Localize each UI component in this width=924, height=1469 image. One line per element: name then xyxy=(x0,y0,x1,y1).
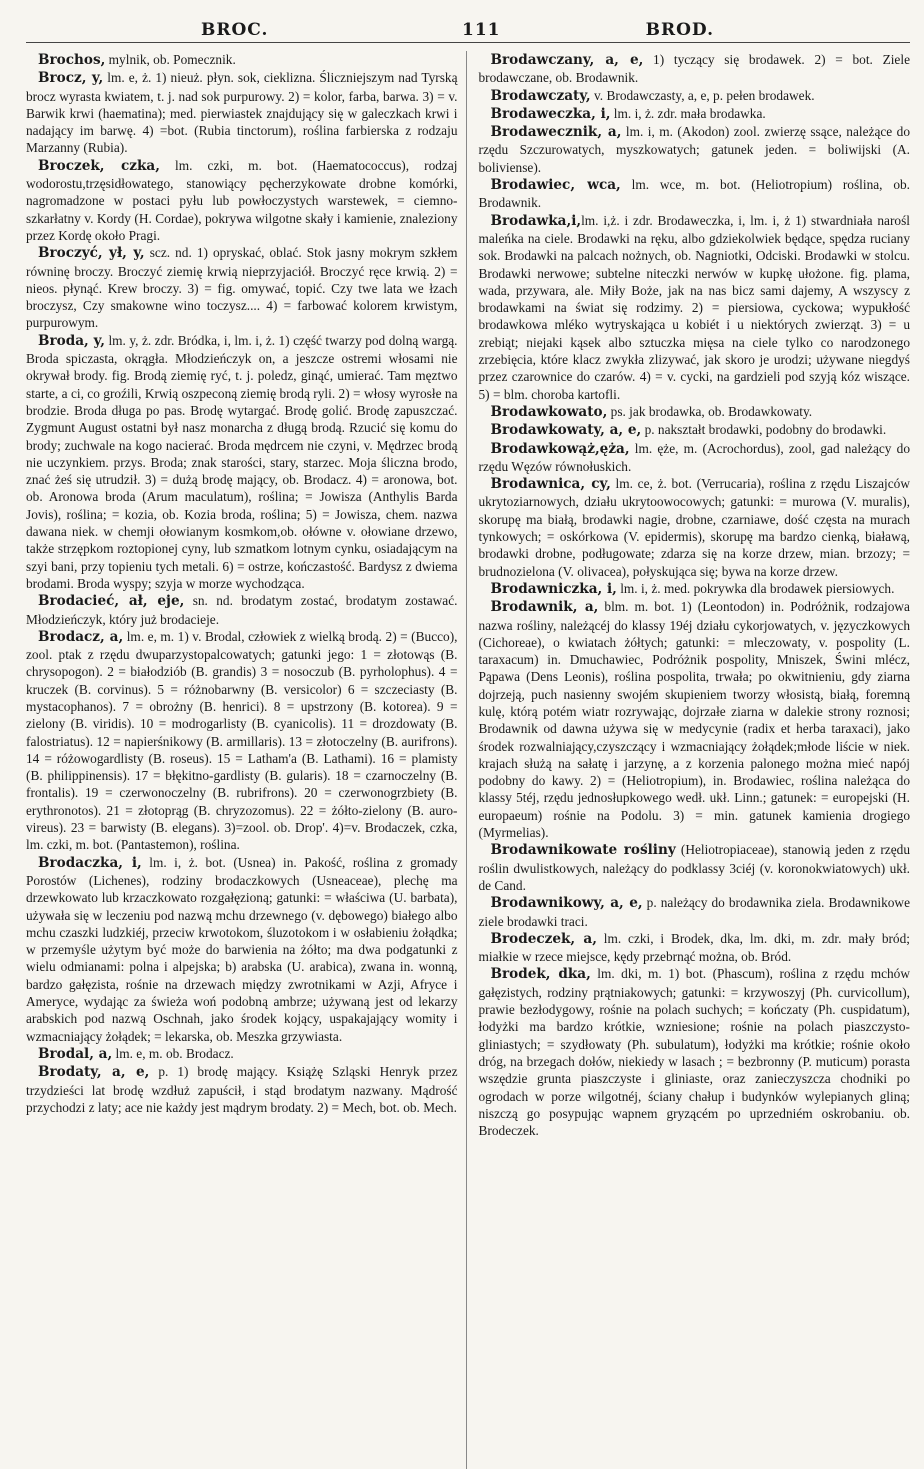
dictionary-entry xyxy=(479,123,911,176)
entry-headword: Brodawnica, cy, xyxy=(490,476,611,493)
entry-headword: Brodawnik, a, xyxy=(490,599,599,616)
dictionary-entry xyxy=(479,176,911,212)
entry-definition: lm. y, ż. zdr. Bródka, i, lm. i, ż. 1) część twarzy pod dolną wargą. Broda spiczasta, okrągła. Młodzieńczyk on, a jeszcze ostremi włosami nie okrywał brody. fig. Brodą ziemię ryć, t. j. poledz, ginąć, umierać. Tam męztwo starte, a ci, co groźili, Krwią oszpeconą ziemię brodą ryli. 2) = włosy wyrosłe na brodzie. Broda długa po pas. Brodę wytargać. Brodę golić. Brodę zapuszczać. Zygmunt August ostatni był nasz monarcha z długą brodą. Rzucić się komu do brody; zuchwale na kogo nacierać. Broda mędrcem nie czyni, v. Mędrzec brodą nie uczynkiem. przys. Broda; znak starości, stary, starzec. Moja śliczna brodo, znać żeś się utrudził. 3) = dużą brodę mający, ob. Brodacz. 4) = aronowa, bot. ob. Aronowa broda (Arum maculatum), roślina; = Jowisza (Anthylis Barda Jovis), roślina; = kozia, ob. Kozia broda, roślina; 5) = Jowisza, chem. nazwa dawana niek. w chemji ołowianym kosmkom,ob. ołówne v. ołowiane drzewo, także strzępkom roztopionej cyny, lub szmatkom lotnym cynku, osiadającym na szyi bani, przy topieniu tych metali. 6) = ostrze, kończastość. Bardysz z dwiema brodami. Broda wyspy; szyja w morze wychodząca. xyxy=(26,332,458,591)
dictionary-entry xyxy=(479,51,911,87)
dictionary-entry xyxy=(479,475,911,580)
entry-headword: Broczyć, ył, y, xyxy=(38,245,145,262)
entry-headword: Brodacieć, ał, eje, xyxy=(38,593,185,610)
dictionary-entry xyxy=(479,212,911,403)
entry-definition: lm. i, ż. bot. (Usnea) in. Pakość, roślina z gromady Porostów (Lichenes), rodziny brodaczkowych (Usneaceae), plechę ma drzewkowato lub krzaczkowato rozgałęzioną; gatunki: = właściwa (U. barbata), używała się w leczeniu pod nazwą mchu drzewnego (v. dębowego) białego albo mchu czaszki ludzkiéj, przeciw krwotokom, śluzotokom i w osłabieniu żołądka; w przemyśle użytym być może do barwienia na żółto; ma dwa podgatunki z wielu odmianami: polna i alpejska; b) arabska (U. arabica), zwana in. wonną, bardzo gałęzista, rośnie na drzewach między zwrotnikami w Azji, Afryce i Ameryce, wydając za świeża woń podobną ambrze; używaną jest od lekarzy arabskich pod nazwą Oschnah, jako środek kojący, uspakajający womity i wzmacniający żołądek; = lekarska, ob. Meszka grzywiasta. xyxy=(26,854,458,1044)
entry-headword: Brodaweczka, i, xyxy=(490,105,611,122)
entry-headword: Brodawnikowy, a, e, xyxy=(490,895,643,912)
entry-headword: Brocz, y, xyxy=(38,70,104,87)
header-right-guideword: BROD. xyxy=(645,20,714,40)
dictionary-entry xyxy=(26,51,458,69)
dictionary-entry xyxy=(479,403,911,421)
entry-definition: lm. i, ż. med. pokrywka dla brodawek piersiowych. xyxy=(616,580,895,596)
entry-headword: Brodawka,i, xyxy=(490,212,582,229)
entry-headword: Brodal, a, xyxy=(38,1045,113,1062)
page-number: 111 xyxy=(462,20,501,40)
entry-definition: lm. i,ż. i zdr. Brodaweczka, i, lm. i, ż 1) stwardniała narośl maleńka na ciele. Brodawki na ręku, albo gdziekolwiek będące, spędza ruciany sok. Brodawki na palcach nożnych, ob. Nagniotki, Odciski. Brodawki w stolcu. Brodawki nerwowe; subtelne niteczki nerwów w kupkę ułożone. fig. plama, wada, przywara, ale. Miły Boże, jak na nas bicz sami dajemy, A wszyscy z brodawkami na świat się rodzimy. 2) = piersiowa, cyckowa; wypukłość brodawkowa mléko wytryskająca u kobiét i u niektórych zwierząt. 3) = u zrebiąt; niejaki kąsek albo sztuczka mięsa na ciele tylko co narodzonego zrzebięcia, które klacz zwykła zlizywać, jak skoro je urodzi; używane niegdyś przez czarownice do czarów. 4) = v. cycki, na gardzieli pod szyją kóz wiszące. 5) = blm. choroba kartofli. xyxy=(478,212,910,402)
dictionary-entry xyxy=(26,628,458,854)
entry-definition: lm. e, m. ob. Brodacz. xyxy=(112,1045,234,1061)
entry-definition: lm. czki, m. bot. (Haematococcus), rodzaj wodorostu,trzęsidłowatego, stanowiący pęcherzykowate drobne komórki, nagromadzone w postaci pyłu lub powłoczystych warstewek, = ciemno-szkarłatny v. Kordy (H. Cordae), pokrywa wilgotne skały i kamienie, znaleziony przez Kordę około Pragi. xyxy=(26,157,458,243)
entry-definition: p. 1) brodę mający. Książę Szląski Henryk przez trzydzieści lat brodę wzdłuż zapuścił, i stąd brodatym nazwany. Mądrość przychodzi z laty; ace nie każdy jest mądrym brodaty. 2) = Mech, bot. ob. Mech. xyxy=(26,1064,458,1115)
entry-definition: p. należący do brodawnika ziela. Brodawnikowe ziele brodawki traci. xyxy=(478,895,910,929)
entry-headword: Brodaty, a, e, xyxy=(38,1064,150,1081)
entry-headword: Brodawczany, a, e, xyxy=(490,52,644,68)
entry-definition: lm. czki, i Brodek, dka, lm. dki, m. zdr. mały bród; miałkie w rzece miejsce, kędy przebrnąć można, ob. Bród. xyxy=(478,930,910,965)
dictionary-entry xyxy=(26,69,458,156)
page-header xyxy=(26,16,910,43)
entry-definition: sn. nd. brodatym zostać, brodatym zostawać. Młodzieńczyk, który już brodacieje. xyxy=(26,593,458,627)
entry-definition: p. nakształt brodawki, podobny do brodawki. xyxy=(641,422,887,438)
entry-headword: Brodeczek, a, xyxy=(490,930,597,947)
entry-definition: ps. jak brodawka, ob. Brodawkowaty. xyxy=(607,403,813,419)
entry-definition: lm. ce, ż. bot. (Verrucaria), roślina z rzędu Liszajców ukrytoziarnowych, działu ukrytoowocowych; gatunki: = murowa (V. muralis), skorupę ma białą, brodawki nagie, drobne, czarniawe, dość częsta na murach tynkowych; = oskórkowa (V. epidermis), skorupę ma bardzo cienką, białawą, brodawki drobne, podługowate; zdarza się na korze drzew, mian. brzozy; = brudnozielona (V. olivacea), połyskująca się; bywa na korze drzew. xyxy=(478,476,910,579)
right-column xyxy=(467,51,911,1469)
entry-headword: Broczek, czka, xyxy=(38,157,160,174)
entry-headword: Brodawecznik, a, xyxy=(490,124,622,141)
entry-definition: scz. nd. 1) opryskać, oblać. Stok jasny mokrym szkłem równinę broczy. Broczyć ziemię krwią nieprzyjaciół. Broczyć ręce krwią. 2) = nieos. płynąć. Krew broczy. 3) = fig. omywać, topić. Czy twe lata we łzach broczysz, Czy smakowne wino toczysz.... 4) = farbować kolorem krwistym, purpurowym. xyxy=(26,245,458,331)
columns xyxy=(26,51,910,1469)
entry-definition: lm. i, ż. zdr. mała brodawka. xyxy=(610,105,766,121)
dictionary-entry xyxy=(479,87,911,105)
entry-headword: Brodaczka, i, xyxy=(38,854,142,871)
entry-headword: Brodawiec, wca, xyxy=(490,177,621,194)
entry-definition: lm. e, m. 1) v. Brodal, człowiek z wielką brodą. 2) = (Bucco), zool. ptak z rzędu dwuparzystopalcowatych; gatunki jego: 1 = złotowąs (B. chrysopogon). 2 = białodziób (B. grandis) 3 = nosoczub (B. pyrholophus). 4 = kruczek (B. corvinus). 5 = różnobarwny (B. versicolor) 6 = szczeciasty (B. mystacophanos). 7 = obrożny (B. henrici). 8 = upstrzony (B. kotorea). 9 = zielony (B. viridis). 10 = modrogarlisty (B. cyanicolis). 11 = drozdowaty (B. falostriatus). 12 = napierśnikowy (B. armillaris). 13 = złotoczelny (B. aurifrons). 14 = różowogardlisty (B. roseus). 15 = Latham'a (B. Lathami). 16 = plamisty (B. philippinensis). 17 = błękitno-gardlisty (B. gularis). 18 = czarnoczelny (B. frontalis). 19 = czerwonoczelny (B. rubrifrons). 20 = czerwonogrzbiety (B. erythronotos). 21 = złotoprąg (B. chryzozomus). 22 = żółto-zielony (B. auro-vireus). 23 = barwisty (B. elegans). 3)=zool. ob. Drop'. 4)=v. Brodaczek, czka, lm. czki, m. bot. (Pantastemon), roślina. xyxy=(26,628,458,853)
entry-definition: 1) tyczący się brodawek. 2) = bot. Ziele brodawczane, ob. Brodawnik. xyxy=(478,52,910,86)
dictionary-entry xyxy=(479,841,911,894)
entry-headword: Brodawniczka, i, xyxy=(490,580,617,597)
entry-definition: lm. i, m. (Akodon) zool. zwierzę ssące, należące do rzędu Szczurowatych, myszkowatych; gatunek jeden. = boliwijski (A. boliviense). xyxy=(478,124,910,175)
dictionary-entry xyxy=(26,332,458,592)
entry-definition: v. Brodawczasty, a, e, p. pełen brodawek. xyxy=(590,87,815,103)
dictionary-entry xyxy=(479,580,911,598)
dictionary-entry xyxy=(26,244,458,331)
entry-definition: lm. wce, m. bot. (Heliotropium) roślina, ob. Brodawnik. xyxy=(478,177,910,211)
entry-headword: Broda, y, xyxy=(38,332,105,349)
entry-definition: lm. dki, m. 1) bot. (Phascum), roślina z rzędu mchów gałęzistych, rodziny prątniakowych; gatunki: = krzywoszyj (Ph. curvicollum), prawie bezłodygowy, rośnie na polach suchych; = kończaty (Ph. cuspidatum), łodyżki ma bardzo krótkie, wzniesione; rośnie na polach piaszczysto-gliniastych; = szydłowaty (Ph. subulatum), łodyżki ma krótkie; rośnie około dróg, na brzegach dołów, niekiedy w lasach ; = bezbronny (P. muticum) porasta wszędzie grunta piaszczyste i gliniaste, oraz zanieczyszcza chodniki po ogrodach w porze wilgotnéj, ściany chałup i budynków wylepianych gliną; niszczą go posypując wapnem gryzącém po uprzedniém oskrobaniu. ob. Brodeczek. xyxy=(478,966,910,1139)
dictionary-entry xyxy=(26,854,458,1045)
dictionary-entry xyxy=(479,930,911,966)
dictionary-entry xyxy=(26,592,458,628)
dictionary-entry xyxy=(479,598,911,841)
left-column xyxy=(26,51,467,1469)
dictionary-entry xyxy=(479,440,911,476)
entry-definition: lm. e, ż. 1) nieuż. płyn. sok, cieklizna. Śliczniejszym nad Tyrską brocz wyrasta kwiatem, t. j. nad sok purpurowy. 2) = kolor, farba, barwa. 3) = v. Barwik krwi (haematina); med. pierwiastek znajdujący się w galeczkach krwi i nadający im barwę. 4) =bot. (Rubia tinctorum), roślina farbierska z rodzaju Marzanny (Rubia). xyxy=(26,70,458,156)
entry-definition: blm. m. bot. 1) (Leontodon) in. Podróżnik, rodzajowa nazwa rośliny, należącéj do klassy 19éj działu cykorjowatych, v. języczkowych (Cichoreae), o kwiatach żółtych; gatunki: = mleczowaty, v. pospolity (L. taraxacum) in. Dmuchawiec, Podróżnik pospolity, Mniszek, Świni mlécz, Pąpawa (Dens Leonis), roślina pospolita, trwała; po okwitnieniu, gdy ziarna dojrzeją, puch nasienny swojém skupieniem tworzy włosistą, białą, foremną kulę, którą potém wiatr rozrywając, dojrzałe ziarna w dalekie strony roznosi; Brodawnik od dawna używa się w medycynie (radix et herba taraxaci), jako środek rozwalniający,czyszczący i wzmacniający żołądek;młode liście w niek. krajach służą na sałatę i jarzynę, a z korzenia palonego można mieć napój podobny do kawy. 2) = (Heliotropium), in. Brodawiec, roślina należąca do klassy 5téj, rzędu jednosłupkowego wedł. ukł. Linn.; gatunek: = europejski (H. europaeum) rośnie na Podolu. 3) = min. gatunek kamienia drogiego (Myrmelias). xyxy=(478,599,910,841)
entry-definition: (Heliotropiaceae), stanowią jeden z rzędu roślin dwulistkowych, należący do podklassy 3ciéj (v. koronokwiatowych) ukł. de Cand. xyxy=(478,842,910,893)
entry-headword: Brodawnikowate rośliny xyxy=(490,842,676,859)
entry-headword: Brochos, xyxy=(38,52,106,68)
entry-headword: Brodawkowaty, a, e, xyxy=(490,422,642,439)
dictionary-entry xyxy=(26,157,458,244)
entry-headword: Brodawkowąż,ęża, xyxy=(490,440,630,457)
dictionary-entry xyxy=(26,1045,458,1063)
entry-definition: lm. ęże, m. (Acrochordus), zool, gad należący do rzędu Węzów równołuskich. xyxy=(478,440,910,474)
dictionary-entry xyxy=(26,1063,458,1116)
dictionary-entry xyxy=(479,894,911,930)
dictionary-entry xyxy=(479,965,911,1139)
dictionary-entry xyxy=(479,105,911,123)
header-left-guideword: BROC. xyxy=(201,20,269,40)
entry-headword: Brodacz, a, xyxy=(38,628,124,645)
entry-headword: Brodek, dka, xyxy=(490,966,591,983)
entry-definition: mylnik, ob. Pomecznik. xyxy=(105,52,236,67)
dictionary-entry xyxy=(479,421,911,439)
entry-headword: Brodawkowato, xyxy=(490,403,608,420)
entry-headword: Brodawczaty, xyxy=(490,87,591,104)
